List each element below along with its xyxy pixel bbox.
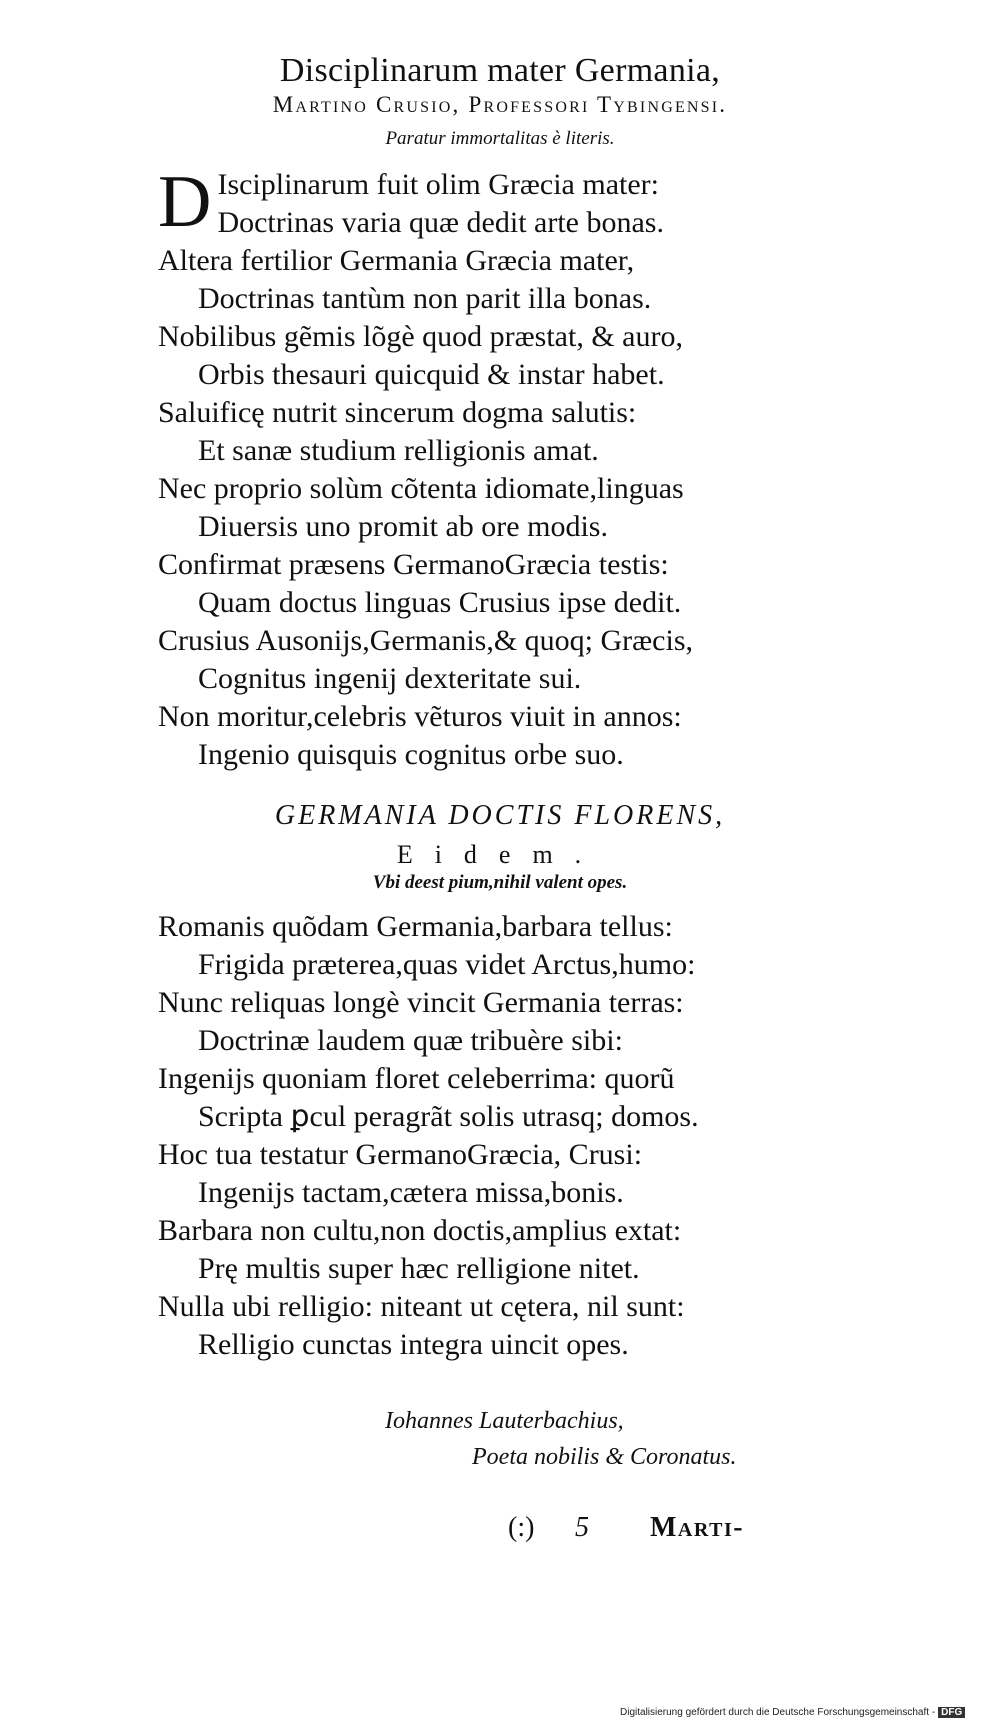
poem-line: Relligio cunctas integra uincit opes. bbox=[198, 1328, 629, 1361]
section-heading: GERMANIA DOCTIS FLORENS, bbox=[274, 800, 726, 831]
poem-line: Doctrinæ laudem quæ tribuère sibi: bbox=[198, 1024, 623, 1057]
poem-second bbox=[158, 908, 778, 1364]
dfg-logo: DFG bbox=[938, 1707, 965, 1718]
poem-line: Doctrinas tantùm non parit illa bonas. bbox=[198, 282, 652, 315]
poem-line: Scripta ꝑcul peragrãt solis utrasq; domos. bbox=[198, 1100, 699, 1133]
signature-title: Poeta nobilis & Coronatus. bbox=[472, 1444, 737, 1470]
poem-line: Nunc reliquas longè vincit Germania terras: bbox=[158, 986, 684, 1019]
poem-first bbox=[158, 161, 778, 774]
poem-line: Ingenijs quoniam floret celeberrima: quorũ bbox=[158, 1062, 675, 1095]
page-number: 5 bbox=[575, 1512, 589, 1543]
page-title: Disciplinarum mater Germania, bbox=[279, 52, 721, 89]
poem-line: Ingenio quisquis cognitus orbe suo. bbox=[198, 738, 624, 771]
poem-line: Et sanæ studium relligionis amat. bbox=[198, 434, 599, 467]
poem-line-text: Isciplinarum fuit olim Græcia mater: bbox=[217, 168, 660, 201]
credit-text: Digitalisierung gefördert durch die Deutsche Forschungsgemeinschaft - bbox=[620, 1707, 936, 1718]
drop-cap: D bbox=[158, 161, 212, 243]
poem-line: Confirmat præsens GermanoGræcia testis: bbox=[158, 548, 669, 581]
poem-line: Romanis quõdam Germania,barbara tellus: bbox=[158, 910, 673, 943]
poem-line: Nec proprio solùm cõtenta idiomate,linguas bbox=[158, 472, 684, 505]
poem-line: Saluificę nutrit sincerum dogma salutis: bbox=[158, 396, 637, 429]
poem-line: Doctrinas varia quæ dedit arte bonas. bbox=[217, 206, 664, 239]
section-subheading: Eidem. bbox=[396, 840, 604, 869]
poem-line: Barbara non cultu,non doctis,amplius extat: bbox=[158, 1214, 682, 1247]
poem-line: Diuersis uno promit ab ore modis. bbox=[198, 510, 608, 543]
poem-line: Prę multis super hæc relligione nitet. bbox=[198, 1252, 640, 1285]
section-motto: Vbi deest pium,nihil valent opes. bbox=[372, 872, 628, 893]
catchword: Marti- bbox=[650, 1512, 745, 1543]
poem-line: Nulla ubi relligio: niteant ut cętera, nil sunt: bbox=[158, 1290, 685, 1323]
poem-line: Altera fertilior Germania Græcia mater, bbox=[158, 244, 635, 277]
poem-line: Orbis thesauri quicquid & instar habet. bbox=[198, 358, 665, 391]
signature-name: Iohannes Lauterbachius, bbox=[385, 1408, 624, 1434]
dedication-line: Martino Crusio, Professori Tybingensi. bbox=[272, 92, 728, 117]
digitization-credit bbox=[620, 1707, 965, 1718]
motto: Paratur immortalitas è literis. bbox=[385, 128, 615, 149]
poem-line: Nobilibus gẽmis lõgè quod præstat, & auro, bbox=[158, 320, 683, 353]
poem-line: Frigida præterea,quas videt Arctus,humo: bbox=[198, 948, 696, 981]
signature-mark: (:) bbox=[508, 1512, 535, 1543]
poem-line: Hoc tua testatur GermanoGræcia, Crusi: bbox=[158, 1138, 643, 1171]
poem-line: Non moritur,celebris vẽturos viuit in annos: bbox=[158, 700, 682, 733]
poem-line: Quam doctus linguas Crusius ipse dedit. bbox=[198, 586, 682, 619]
poem-line: Ingenijs tactam,cætera missa,bonis. bbox=[198, 1176, 624, 1209]
poem-line: Cognitus ingenij dexteritate sui. bbox=[198, 662, 582, 695]
poem-line: Crusius Ausonijs,Germanis,& quoq; Græcis, bbox=[158, 624, 694, 657]
